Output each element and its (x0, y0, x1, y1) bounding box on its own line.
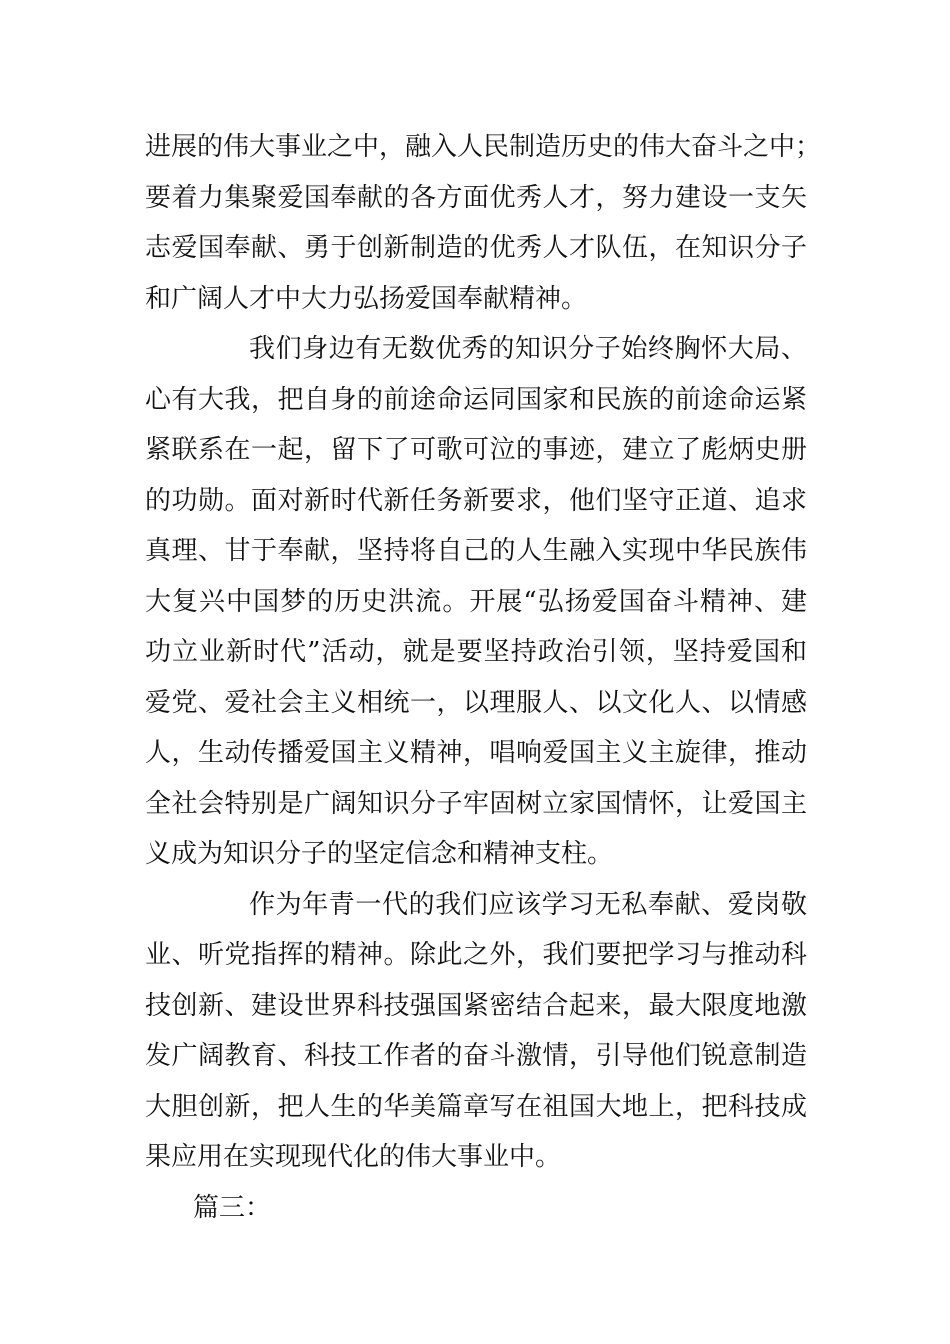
paragraph-line: 大胆创新，把人生的华美篇章写在祖国大地上，把科技成 (145, 1091, 807, 1122)
paragraph-3 (145, 880, 807, 1183)
paragraph-line: 的功勋。面对新时代新任务新要求，他们坚守正道、追求 (145, 485, 807, 516)
paragraph-line: 大复兴中国梦的历史洪流。开展“弘扬爱国奋斗精神、建 (145, 586, 807, 617)
paragraph-line: 进展的伟大事业之中，融入人民制造历史的伟大奋斗之中； (145, 132, 822, 162)
paragraph-line: 和广阔人才中大力弘扬爱国奉献精神。 (145, 283, 588, 314)
paragraph-line: 心有大我，把自身的前途命运同国家和民族的前途命运紧 (145, 384, 807, 415)
paragraph-line: 人，生动传播爱国主义精神，唱响爱国主义主旋律，推动 (145, 738, 807, 768)
paragraph-line: 业、听党指挥的精神。除此之外，我们要把学习与推动科 (145, 940, 807, 970)
paragraph-line: 爱党、爱社会主义相统一，以理服人、以文化人、以情感 (145, 687, 807, 718)
paragraph-line: 义成为知识分子的坚定信念和精神支柱。 (145, 839, 614, 869)
paragraph-2 (145, 324, 807, 880)
paragraph-line: 发广阔教育、科技工作者的奋斗激情，引导他们锐意制造 (145, 1041, 807, 1071)
paragraph-line: 作为年青一代的我们应该学习无私奉献、爱岗敬 (249, 889, 807, 920)
paragraph-line: 全社会特别是广阔知识分子牢固树立家国情怀，让爱国主 (145, 788, 807, 819)
paragraph-1 (145, 122, 822, 324)
paragraph-line: 要着力集聚爱国奉献的各方面优秀人才，努力建设一支矢 (145, 182, 807, 213)
paragraph-line: 真理、甘于奉献，坚持将自己的人生融入实现中华民族伟 (145, 536, 807, 566)
paragraph-line: 志爱国奉献、勇于创新制造的优秀人才队伍，在知识分子 (145, 233, 807, 263)
paragraph-line: 我们身边有无数优秀的知识分子始终胸怀大局、 (249, 334, 807, 364)
paragraph-line: 功立业新时代”活动，就是要坚持政治引领，坚持爱国和 (145, 637, 807, 667)
document-body (145, 122, 822, 1233)
paragraph-line: 果应用在实现现代化的伟大事业中。 (145, 1142, 562, 1172)
section-heading: 篇三： (193, 1192, 272, 1223)
paragraph-line: 技创新、建设世界科技强国紧密结合起来，最大限度地激 (145, 990, 807, 1021)
paragraph-line: 紧联系在一起，留下了可歌可泣的事迹，建立了彪炳史册 (145, 435, 807, 465)
